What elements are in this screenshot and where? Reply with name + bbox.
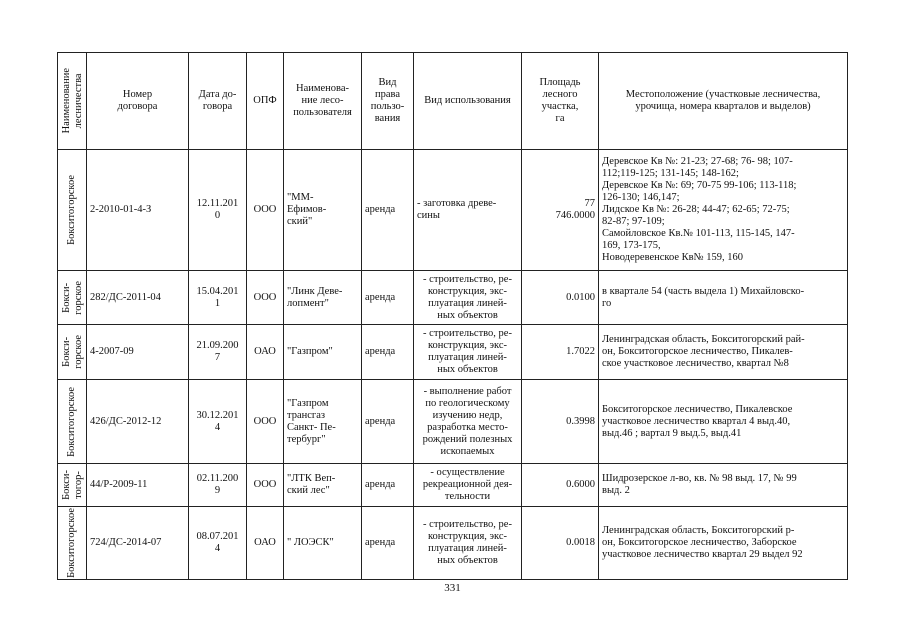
cell-date: 21.09.200 7 — [189, 325, 247, 380]
header-opf: ОПФ — [247, 53, 284, 150]
cell-date: 30.12.201 4 — [189, 380, 247, 464]
cell-contract-no: 4-2007-09 — [87, 325, 189, 380]
cell-area: 0.0100 — [522, 271, 599, 325]
cell-opf: ООО — [247, 150, 284, 271]
cell-opf: ОАО — [247, 325, 284, 380]
cell-forestry: Бокситогорское — [58, 507, 87, 580]
table-row — [58, 464, 848, 507]
table-row — [58, 380, 848, 464]
cell-forestry: Бокси- тогор- — [58, 464, 87, 507]
cell-use: - выполнение работ по геологическому изучению недр, разработка место- рождений полезных ископаемых — [414, 380, 522, 464]
cell-user: "Газпром" — [284, 325, 362, 380]
cell-date: 15.04.201 1 — [189, 271, 247, 325]
cell-use: - строительство, ре- конструкция, экс- плуатация линей- ных объектов — [414, 325, 522, 380]
header-row — [58, 53, 848, 150]
header-area: Площадь лесного участка, га — [522, 53, 599, 150]
cell-area: 1.7022 — [522, 325, 599, 380]
cell-forestry: Бокси- горское — [58, 325, 87, 380]
cell-user: "ММ- Ефимов- ский" — [284, 150, 362, 271]
header-location: Местоположение (участковые лесничества, урочища, номера кварталов и выделов) — [599, 53, 848, 150]
cell-contract-no: 426/ДС-2012-12 — [87, 380, 189, 464]
cell-date: 12.11.201 0 — [189, 150, 247, 271]
cell-right: аренда — [362, 150, 414, 271]
cell-contract-no: 724/ДС-2014-07 — [87, 507, 189, 580]
cell-location: Шидрозерское л-во, кв. № 98 выд. 17, № 99 выд. 2 — [599, 464, 848, 507]
cell-location: в квартале 54 (часть выдела 1) Михайловско- го — [599, 271, 848, 325]
cell-user: "ЛТК Веп- ский лес" — [284, 464, 362, 507]
cell-user: " ЛОЭСК" — [284, 507, 362, 580]
cell-use: - осуществление рекреационной дея- тельности — [414, 464, 522, 507]
header-contract-no: Номер договора — [87, 53, 189, 150]
page-number: 331 — [444, 582, 461, 594]
cell-forestry: Бокситогорское — [58, 380, 87, 464]
header-use-type: Вид использования — [414, 53, 522, 150]
cell-use: - строительство, ре- конструкция, экс- плуатация линей- ных объектов — [414, 507, 522, 580]
cell-right: аренда — [362, 325, 414, 380]
cell-location: Ленинградская область, Бокситогорский рай- он, Бокситогорское лесничество, Пикалев- ское участковое лесничество, квартал №8 — [599, 325, 848, 380]
cell-use: - строительство, ре- конструкция, экс- плуатация линей- ных объектов — [414, 271, 522, 325]
cell-right: аренда — [362, 380, 414, 464]
lease-table — [57, 52, 848, 580]
table-row — [58, 150, 848, 271]
cell-area: 77 746.0000 — [522, 150, 599, 271]
table-row — [58, 325, 848, 380]
cell-opf: ООО — [247, 271, 284, 325]
cell-date: 08.07.201 4 — [189, 507, 247, 580]
cell-date: 02.11.200 9 — [189, 464, 247, 507]
cell-right: аренда — [362, 464, 414, 507]
cell-area: 0.6000 — [522, 464, 599, 507]
table-row — [58, 507, 848, 580]
cell-location: Ленинградская область, Бокситогорский р- он, Бокситогорское лесничество, Заборское участковое лесничество квартал 29 выдел 92 — [599, 507, 848, 580]
cell-forestry: Бокси- горское — [58, 271, 87, 325]
cell-contract-no: 2-2010-01-4-З — [87, 150, 189, 271]
cell-opf: ОАО — [247, 507, 284, 580]
table-row — [58, 271, 848, 325]
cell-use: - заготовка древе- сины — [414, 150, 522, 271]
cell-location: Деревское Кв №: 21-23; 27-68; 76- 98; 107- 112;119-125; 131-145; 148-162; Деревское Кв №: 69; 70-75 99-106; 113-118; 126-130; 146,147; Лидское Кв №: 26-28; 44-47; 62-65; 72-75; 82-87; 97-109; Самойловское Кв.№ 101-113, 115-145, 147- 169, 173-175, Новодеревенское Кв№ 159, 160 — [599, 150, 848, 271]
cell-user: "Линк Деве- лопмент" — [284, 271, 362, 325]
cell-right: аренда — [362, 507, 414, 580]
cell-right: аренда — [362, 271, 414, 325]
header-contract-date: Дата до- говора — [189, 53, 247, 150]
cell-location: Бокситогорское лесничество, Пикалевское участковое лесничество квартал 4 выд.40, выд.46 ; вартал 9 выд.5, выд.41 — [599, 380, 848, 464]
cell-opf: ООО — [247, 464, 284, 507]
header-right-type: Вид права пользо- вания — [362, 53, 414, 150]
header-user-name: Наименова- ние лесо- пользователя — [284, 53, 362, 150]
cell-contract-no: 44/Р-2009-11 — [87, 464, 189, 507]
cell-contract-no: 282/ДС-2011-04 — [87, 271, 189, 325]
cell-opf: ООО — [247, 380, 284, 464]
cell-forestry: Бокситогорское — [58, 150, 87, 271]
header-forestry: Наименование лесничества — [58, 53, 87, 150]
cell-area: 0.3998 — [522, 380, 599, 464]
cell-user: "Газпром трансгаз Санкт- Пе- тербург" — [284, 380, 362, 464]
cell-area: 0.0018 — [522, 507, 599, 580]
